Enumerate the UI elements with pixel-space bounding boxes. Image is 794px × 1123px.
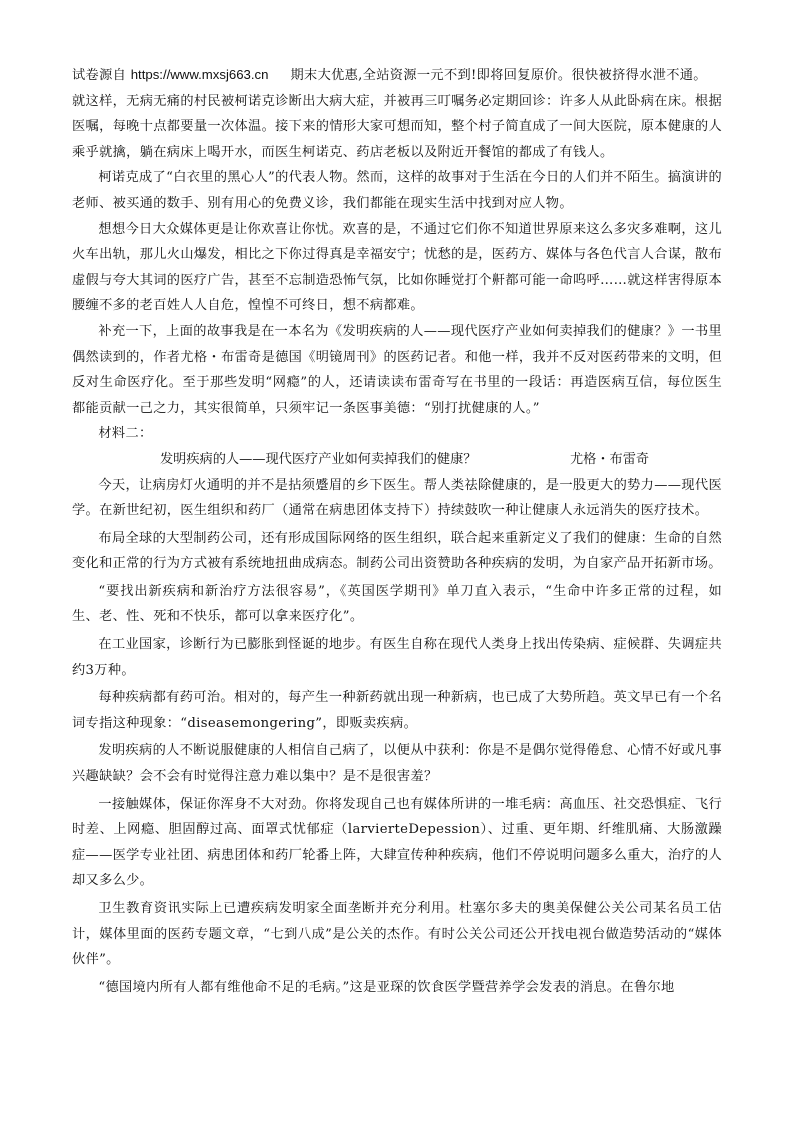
paragraph-6: 布局全球的大型制药公司，还有形成国际网络的医生组织，联合起来重新定义了我们的健康：生命的自然变化和正常的行为方式被有系统地扭曲成病态。制药公司出资赞助各种疾病的发明，为自家产品开拓新市场。 [72,530,722,572]
article-title [72,447,722,473]
paragraph-13: “德国境内所有人都有维他命不足的毛病。”这是亚琛的饮食医学暨营养学会发表的消息。在鲁尔地 [98,979,675,995]
header-line [72,62,722,89]
paragraph-10: 发明疾病的人不断说服健康的人相信自己病了，以便从中获利：你是不是偶尔觉得倦怠、心情不好或凡事兴趣缺缺？会不会有时觉得注意力难以集中？是不是很害羞？ [72,743,722,785]
material-label: 材料二： [98,426,153,442]
source-label: 试卷源自 [72,68,127,83]
paragraph-5: 今天，让病房灯火通明的并不是拈须蹙眉的乡下医生。帮人类祛除健康的，是一股更大的势力——现代医学。在新世纪初，医生组织和药厂（通常在病患团体支持下）持续鼓吹一种让健康人永远消失的医疗技术。 [72,477,722,519]
paragraph-3: 想想今日大众媒体更是让你欢喜让你忧。欢喜的是，不通过它们你不知道世界原来这么多灾多难啊，这儿火车出轨，那儿火山爆发，相比之下你过得真是幸福安宁；忧愁的是，医药方、媒体与各色代言人合谋，散布虚假与夸大其词的医疗广告，甚至不忘制造恐怖气氛，比如你睡觉打个鼾都可能一命呜呼……就这样害得原本腰缠不多的老百姓人人自危，惶惶不可终日，想不病都难。 [72,221,722,314]
paragraph-4: 补充一下，上面的故事我是在一本名为《发明疾病的人——现代医疗产业如何卖掉我们的健康？》一书里偶然读到的，作者尤格・布雷奇是德国《明镜周刊》的医药记者。和他一样，我并不反对医药带来的文明，但反对生命医疗化。至于那些发明“网瘾”的人，还请读读布雷奇写在书里的一段话：再造医病互信，每位医生都能贡献一己之力，其实很简单，只须牢记一条医事美德：“别打扰健康的人。” [72,323,722,416]
continuation-text: 很快被挤得水泄不通。 [571,68,707,83]
paragraph-11: 一接触媒体，保证你浑身不大对劲。你将发现自己也有媒体所讲的一堆毛病：高血压、社交恐惧症、飞行时差、上网瘾、胆固醇过高、面罩式忧郁症（larvierteDepession）、过重、更年期、纤维肌痛、大肠激躁症——医学专业社团、病患团体和药厂轮番上阵，大肆宣传种种疾病，他们不停说明问题多么重大，治疗的人却又多么少。 [72,796,722,889]
source-url-link[interactable]: https://www.mxsj663.cn [130,67,269,82]
promo-text: 期末大优惠,全站资源一元不到!即将回复原价。 [290,68,572,83]
paragraph-7: “要找出新疾病和新治疗方法很容易”，《英国医学期刊》单刀直入表示，“生命中许多正常的过程，如生、老、性、死和不快乐，都可以拿来医疗化”。 [72,583,722,625]
paragraph-1: 就这样，无病无痛的村民被柯诺克诊断出大病大症，并被再三叮嘱务必定期回诊：许多人从此卧病在床。根据医嘱，每晚十点都要量一次体温。接下来的情形大家可想而知，整个村子简直成了一间大医院，原本健康的人乘乎就擒，躺在病床上喝开水，而医生柯诺克、药店老板以及附近开餐馆的都成了有钱人。 [72,93,722,160]
paragraph-9: 每种疾病都有药可治。相对的，每产生一种新药就出现一种新病，也已成了大势所趋。英文早已有一个名词专指这种现象：“diseasemongering”，即贩卖疾病。 [72,690,722,731]
paragraph-12: 卫生教育资讯实际上已遭疾病发明家全面垄断并充分利用。杜塞尔多夫的奥美保健公关公司某名员工估计，媒体里面的医药专题文章，“七到八成”是公关的杰作。有时公关公司还公开找电视台做造势活动的“媒体伙伴”。 [72,901,722,968]
paragraph-8: 在工业国家，诊断行为已膨胀到怪诞的地步。有医生自称在现代人类身上找出传染病、症候群、失调症共约3万种。 [72,637,722,678]
article-title-text: 发明疾病的人——现代医疗产业如何卖掉我们的健康？ [160,451,477,467]
paragraph-2: 柯诺克成了“白衣里的黑心人”的代表人物。然而，这样的故事对于生活在今日的人们并不陌生。搞演讲的老师、被买通的数手、别有用心的免费义诊，我们都能在现实生活中找到对应人物。 [72,170,722,211]
article-author: 尤格・布雷奇 [570,451,650,467]
